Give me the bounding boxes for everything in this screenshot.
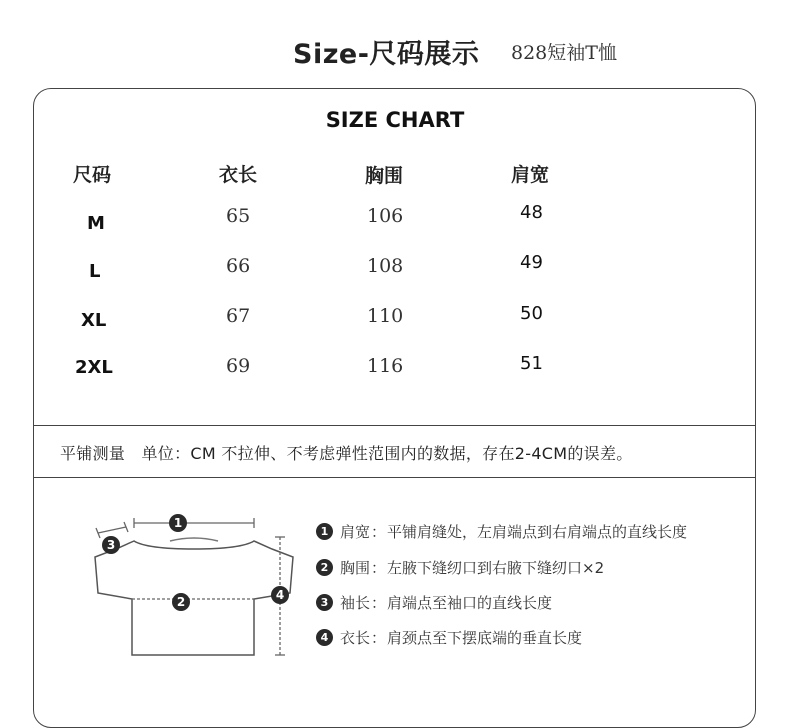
measure-line-3 (96, 522, 128, 538)
size-cell: 2XL (75, 357, 113, 378)
length-cell: 66 (226, 255, 251, 277)
marker-3-label: 3 (106, 538, 116, 552)
number-badge: 2 (316, 559, 333, 576)
product-subtitle: 828短袖T恤 (511, 42, 617, 64)
divider-bottom (34, 477, 755, 478)
length-cell: 69 (226, 355, 251, 377)
size-chart-title: SIZE CHART (325, 108, 465, 132)
legend-item-length: 4 衣长 ： 肩颈点至下摆底端的垂直长度 (316, 627, 582, 648)
chest-cell: 108 (367, 255, 404, 277)
number-badge: 4 (316, 629, 333, 646)
shoulder-cell: 51 (520, 353, 543, 374)
legend-desc: 肩颈点至下摆底端的垂直长度 (387, 629, 583, 647)
legend-item-shoulder: 1 肩宽 ： 平铺肩缝处，左肩端点到右肩端点的直线长度 (316, 521, 687, 542)
number-badge: 1 (316, 523, 333, 540)
column-header-size: 尺码 (73, 164, 112, 186)
marker-4-label: 4 (275, 588, 285, 602)
legend-item-sleeve: 3 袖长 ： 肩端点至袖口的直线长度 (316, 592, 552, 613)
size-cell: L (89, 261, 101, 282)
legend-term: 肩宽 (340, 523, 371, 541)
size-cell: XL (81, 310, 107, 331)
legend-term: 袖长 (340, 594, 371, 612)
size-cell: M (87, 213, 105, 234)
marker-3-badge (102, 536, 120, 554)
shoulder-cell: 50 (520, 303, 543, 324)
divider-top (34, 425, 755, 426)
marker-2-label: 2 (176, 595, 186, 609)
legend-desc: 左腋下缝纫口到右腋下缝纫口×2 (387, 559, 605, 577)
legend-desc: 平铺肩缝处，左肩端点到右肩端点的直线长度 (387, 523, 688, 541)
tshirt-outline-icon (95, 538, 293, 655)
shoulder-cell: 48 (520, 202, 543, 223)
column-header-chest: 胸围 (365, 165, 404, 187)
shoulder-cell: 49 (520, 252, 543, 273)
measurement-note: 平铺测量 单位：CM 不拉伸、不考虑弹性范围内的数据，存在2-4CM的误差。 (60, 444, 633, 463)
marker-2-badge (172, 593, 190, 611)
legend-item-chest: 2 胸围 ： 左腋下缝纫口到右腋下缝纫口×2 (316, 557, 604, 578)
legend-term: 胸围 (340, 559, 371, 577)
length-cell: 67 (226, 305, 251, 327)
column-header-shoulder: 肩宽 (511, 164, 550, 186)
marker-1-label: 1 (173, 516, 183, 530)
chest-cell: 110 (367, 305, 404, 327)
column-header-length: 衣长 (219, 164, 258, 186)
marker-1-badge (169, 514, 187, 532)
marker-4-badge (271, 586, 289, 604)
number-badge: 3 (316, 594, 333, 611)
chest-cell: 116 (367, 355, 404, 377)
legend-term: 衣长 (340, 629, 371, 647)
legend-desc: 肩端点至袖口的直线长度 (387, 594, 553, 612)
length-cell: 65 (226, 205, 251, 227)
tshirt-measure-diagram (86, 505, 301, 680)
header (0, 28, 790, 74)
measure-line-1 (134, 518, 254, 528)
chest-cell: 106 (367, 205, 404, 227)
page-title: Size-尺码展示 (293, 39, 480, 70)
